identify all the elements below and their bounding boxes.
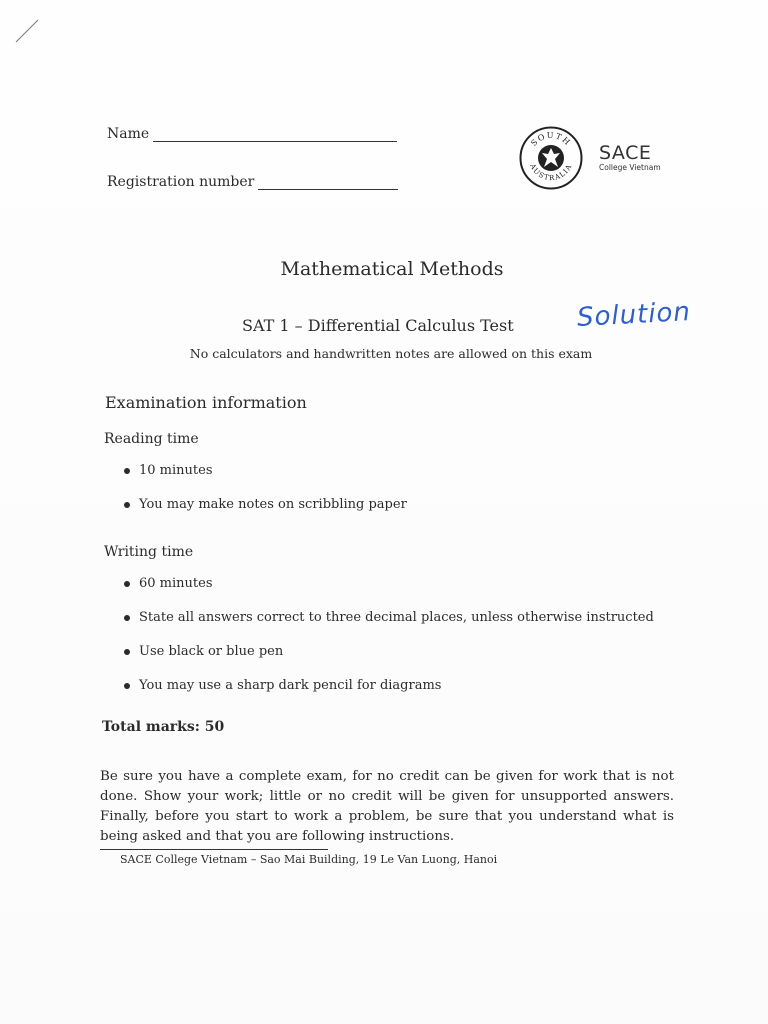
instructions-paragraph: Be sure you have a complete exam, for no credit can be given for work that is not done. Show your work; little or no credit will be given for unsupported answers. Finally, before you start to work a problem, be sure that you understand what is being asked and that you are following instructions. [100,769,674,844]
logo-subtitle: College Vietnam [599,163,661,172]
footnote: SACE College Vietnam – Sao Mai Building, 19 Le Van Luong, Hanoi [120,853,498,866]
list-item: You may use a sharp dark pencil for diagrams [124,678,654,712]
registration-line[interactable] [258,175,398,190]
writing-time-title: Writing time [104,544,194,560]
bullet-icon [124,468,130,474]
exam-title: Mathematical Methods [280,258,504,280]
list-item: State all answers correct to three decimal places, unless otherwise instructed [124,610,654,644]
name-label: Name [107,126,150,142]
exam-note: No calculators and handwritten notes are allowed on this exam [189,346,593,361]
south-australia-seal-icon [519,126,583,190]
reading-time-title: Reading time [104,431,199,447]
total-marks: Total marks: 50 [102,719,225,735]
sace-logo [519,126,661,190]
seal-bottom-text: AUSTRALIA [528,162,574,183]
registration-field[interactable] [107,174,398,190]
info-heading: Examination information [105,393,307,412]
name-line[interactable] [153,127,397,142]
bullet-icon [124,581,130,587]
bullet-icon [124,502,130,508]
reading-time-list [124,463,407,531]
list-item: You may make notes on scribbling paper [124,497,407,531]
registration-label: Registration number [107,174,255,190]
seal-top-text: SOUTH [529,130,573,148]
bullet-icon [124,649,130,655]
list-item: 10 minutes [124,463,407,497]
bullet-icon [124,683,130,689]
list-item: Use black or blue pen [124,644,654,678]
writing-time-list [124,576,654,712]
logo-brand: SACE [599,142,652,164]
footnote-divider [100,849,328,850]
bullet-icon [124,615,130,621]
name-field[interactable] [107,126,397,142]
pen-mark-icon [14,18,40,44]
exam-subtitle: SAT 1 – Differential Calculus Test [242,316,514,335]
handwritten-note: Solution [576,297,692,333]
list-item: 60 minutes [124,576,654,610]
